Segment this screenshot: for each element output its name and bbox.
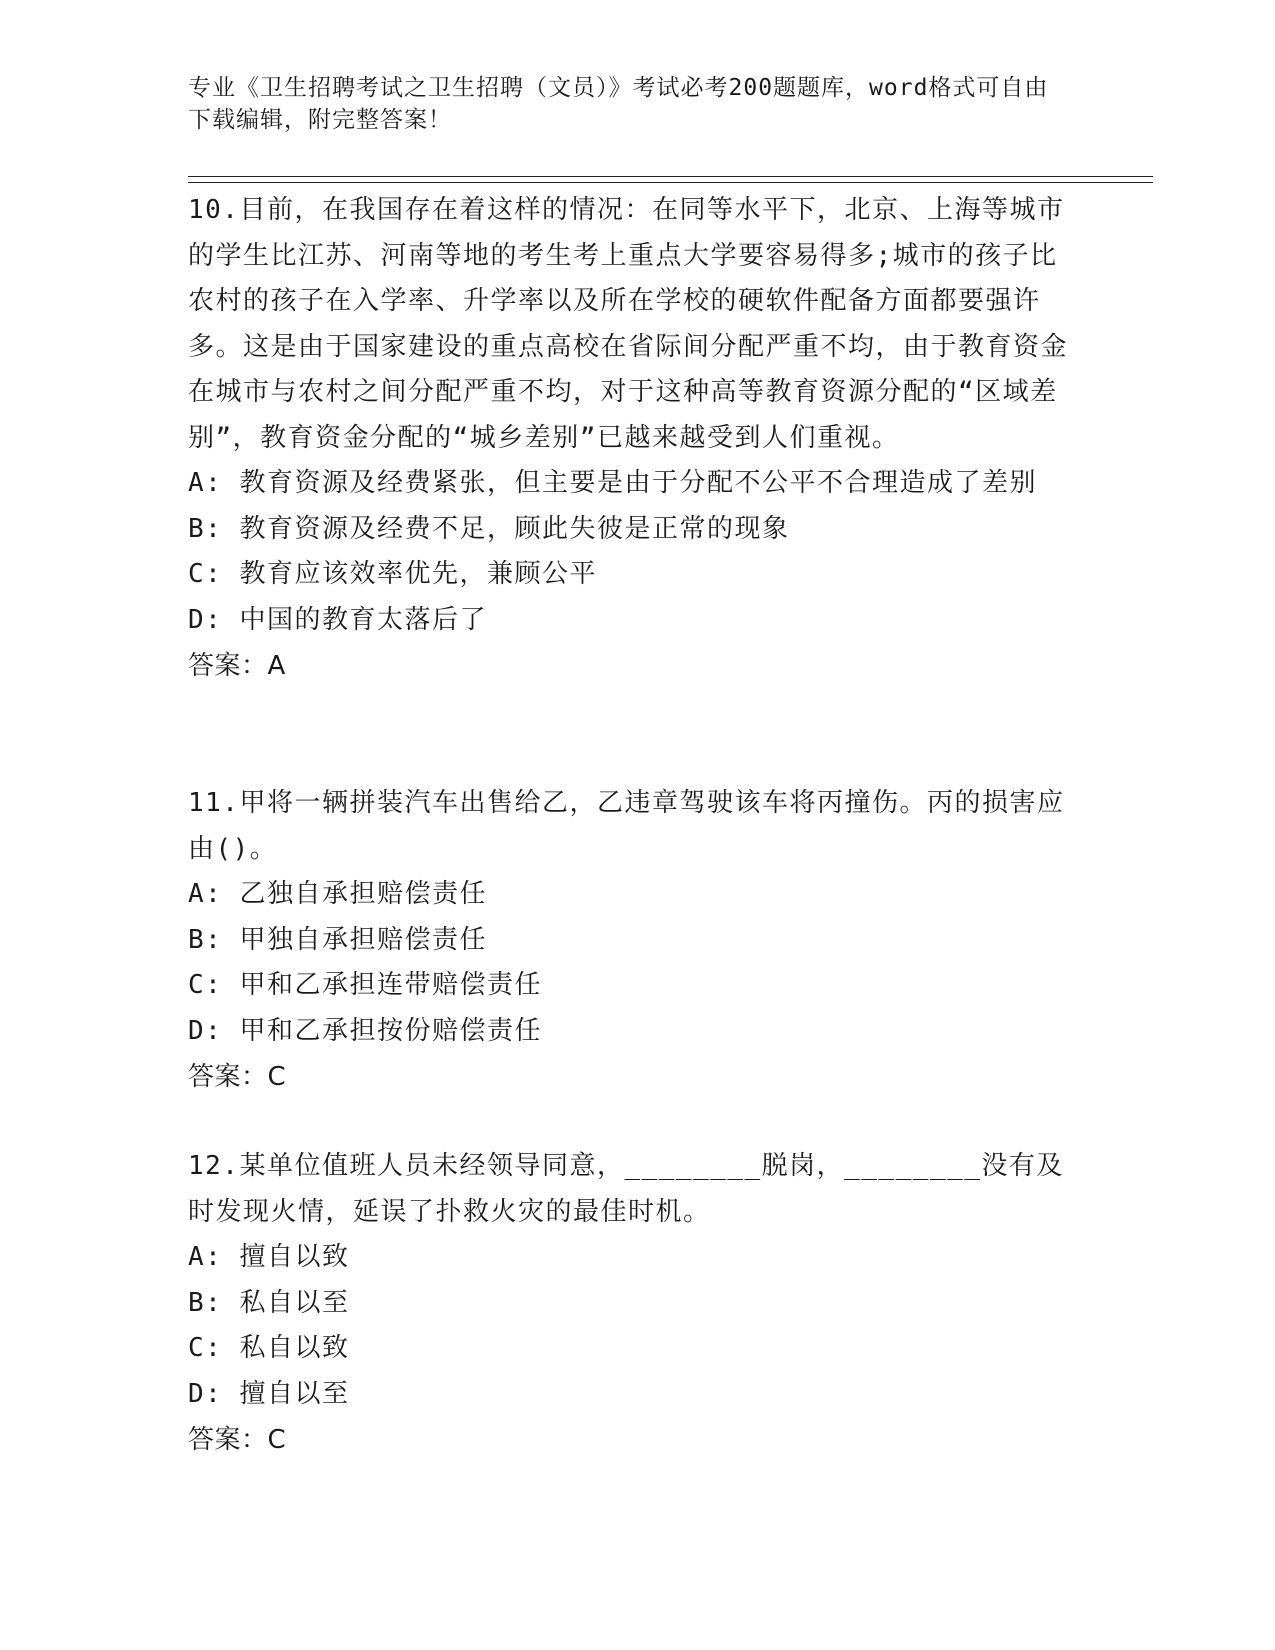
option-b: B: 私自以至 xyxy=(188,1287,350,1318)
option-b: B: 教育资源及经费不足，顾此失彼是正常的现象 xyxy=(188,513,790,544)
option-c: C: 甲和乙承担连带赔偿责任 xyxy=(188,970,542,1000)
option-a: A: 擅自以致 xyxy=(188,1242,350,1272)
question-12 xyxy=(188,1144,1068,1463)
question-11 xyxy=(188,781,1068,1100)
option-d: D: 甲和乙承担按份赔偿责任 xyxy=(188,1015,542,1046)
option-a: A: 教育资源及经费紧张，但主要是由于分配不公平不合理造成了差别 xyxy=(188,468,1037,498)
option-d: D: 擅自以至 xyxy=(188,1378,350,1409)
option-d: D: 中国的教育太落后了 xyxy=(188,604,487,635)
option-c: C: 教育应该效率优先，兼顾公平 xyxy=(188,559,597,589)
header-divider-bottom xyxy=(188,182,1153,183)
question-stem: 10.目前，在我国存在着这样的情况：在同等水平下，北京、上海等城市的学生比江苏、河南等地的考生考上重点大学要容易得多;城市的孩子比农村的孩子在入学率、升学率以及所在学校的硬软件配备方面都要强许多。这是由于国家建设的重点高校在省际间分配严重不均，由于教育资金在城市与农村之间分配严重不均，对于这种高等教育资源分配的“区域差别”，教育资金分配的“城乡差别”已越来越受到人们重视。 xyxy=(188,195,1069,453)
answer: 答案：C xyxy=(188,1062,287,1092)
answer: 答案：C xyxy=(188,1425,287,1455)
document-header: 专业《卫生招聘考试之卫生招聘（文员）》考试必考200题题库，word格式可自由下载编辑，附完整答案！ xyxy=(188,75,1049,133)
header-divider-top xyxy=(188,176,1153,177)
option-c: C: 私自以致 xyxy=(188,1333,350,1363)
option-b: B: 甲独自承担赔偿责任 xyxy=(188,924,487,955)
question-stem: 12.某单位值班人员未经领导同意，________脱岗，________没有及时发现火情，延误了扑救火灾的最佳时机。 xyxy=(188,1151,1064,1227)
question-10 xyxy=(188,188,1068,689)
answer: 答案：A xyxy=(188,651,286,681)
question-stem: 11.甲将一辆拼装汽车出售给乙，乙违章驾驶该车将丙撞伤。丙的损害应由()。 xyxy=(188,788,1065,864)
option-a: A: 乙独自承担赔偿责任 xyxy=(188,879,487,909)
